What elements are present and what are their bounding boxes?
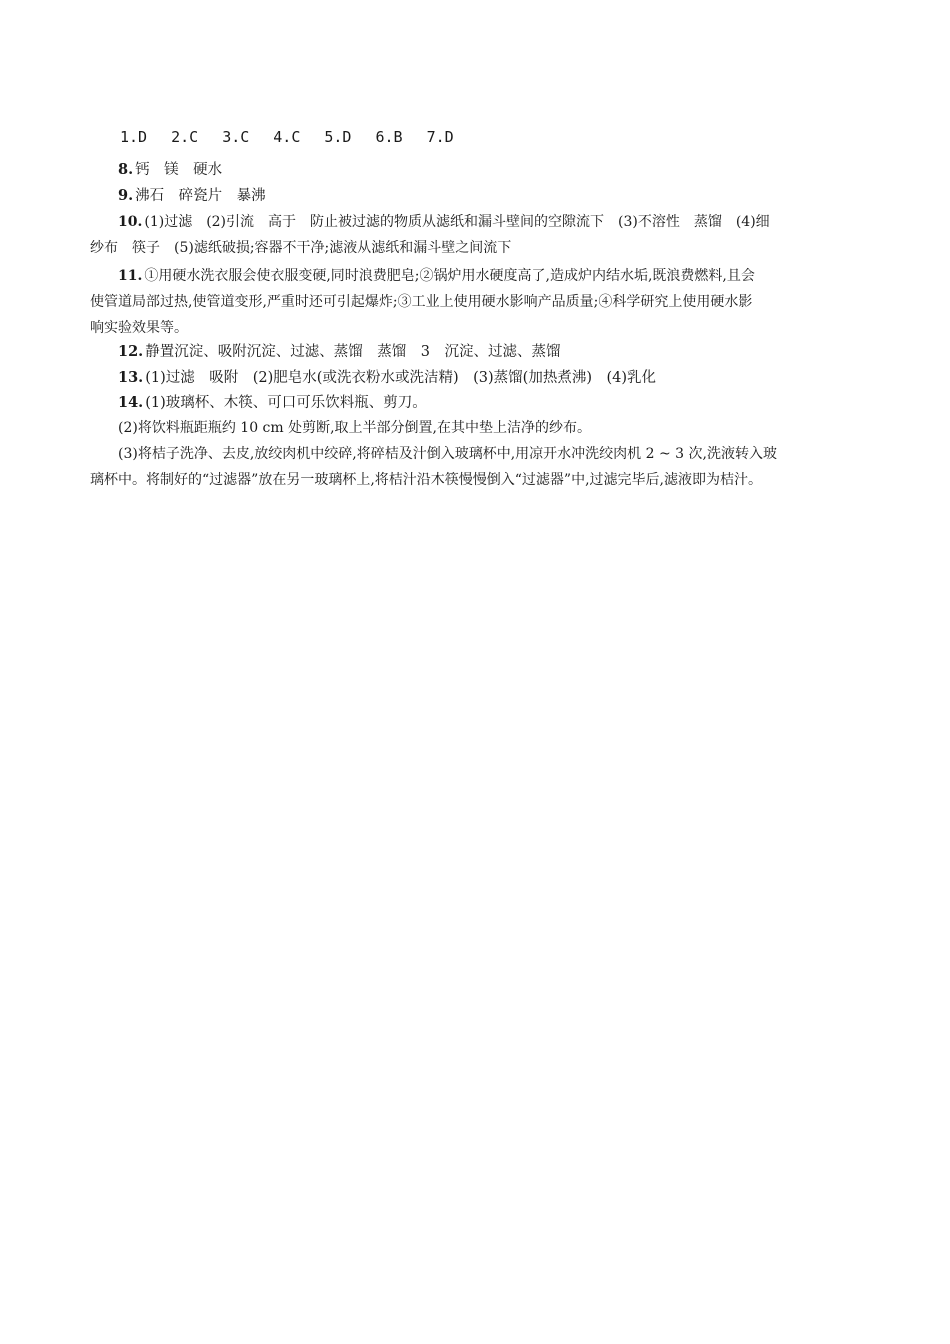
question-number: 9. [118, 187, 134, 204]
answer-10-line-1 [118, 209, 870, 235]
question-number: 10. [118, 214, 143, 230]
answer-5: 5.D [324, 128, 352, 146]
answer-text: (1)过滤 吸附 (2)肥皂水(或洗衣粉水或洗洁精) (3)蒸馏(加热煮沸) (4)乳化 [145, 370, 657, 386]
answer-11-line-2: 使管道局部过热,使管道变形,严重时还可引起爆炸;③工业上使用硬水影响产品质量;④科学研究上使用硬水影 [90, 294, 753, 310]
answer-14-part-3-line-2: 璃杯中。将制好的“过滤器”放在另一玻璃杯上,将桔汁沿木筷慢慢倒入“过滤器”中,过滤完毕后,滤液即为桔汁。 [90, 472, 762, 488]
answer-4: 4.C [273, 128, 301, 146]
answer-text: 静置沉淀、吸附沉淀、过滤、蒸馏 蒸馏 3 沉淀、过滤、蒸馏 [145, 344, 561, 360]
answer-14-part-1 [118, 390, 870, 416]
multiple-choice-answers [120, 124, 478, 150]
answer-11-line-3: 响实验效果等。 [90, 320, 188, 336]
question-number: 8. [118, 161, 134, 178]
answer-8 [118, 157, 870, 183]
answer-14-part-2: (2)将饮料瓶距瓶约 10 cm 处剪断,取上半部分倒置,在其中垫上洁净的纱布。 [118, 420, 592, 436]
answer-12 [118, 339, 870, 365]
answer-7: 7.D [426, 128, 454, 146]
answer-text: (1)过滤 (2)引流 高于 防止被过滤的物质从滤纸和漏斗壁间的空隙流下 (3)不溶性 蒸馏 (4)细 [144, 214, 770, 230]
question-number: 13. [118, 369, 144, 386]
answer-text: 钙 镁 硬水 [135, 162, 223, 178]
question-number: 11. [118, 268, 143, 284]
question-number: 12. [118, 343, 144, 360]
answer-9 [118, 183, 870, 209]
answer-text: 沸石 碎瓷片 暴沸 [135, 188, 266, 204]
answer-2: 2.C [171, 128, 199, 146]
answer-14-part-3-line-1: (3)将桔子洗净、去皮,放绞肉机中绞碎,将碎桔及汁倒入玻璃杯中,用凉开水冲洗绞肉机 2 ~ 3 次,洗液转入玻 [118, 446, 777, 462]
answer-11-line-1 [118, 263, 870, 289]
answer-1: 1.D [120, 128, 148, 146]
answer-3: 3.C [222, 128, 250, 146]
answer-text: ①用硬水洗衣服会使衣服变硬,同时浪费肥皂;②锅炉用水硬度高了,造成炉内结水垢,既浪费燃料,且会 [144, 268, 755, 284]
answer-10-line-2: 纱布 筷子 (5)滤纸破损;容器不干净;滤液从滤纸和漏斗壁之间流下 [90, 240, 512, 256]
answer-6: 6.B [375, 128, 403, 146]
answer-13 [118, 365, 870, 391]
question-number: 14. [118, 394, 144, 411]
answer-text: (1)玻璃杯、木筷、可口可乐饮料瓶、剪刀。 [145, 395, 427, 411]
